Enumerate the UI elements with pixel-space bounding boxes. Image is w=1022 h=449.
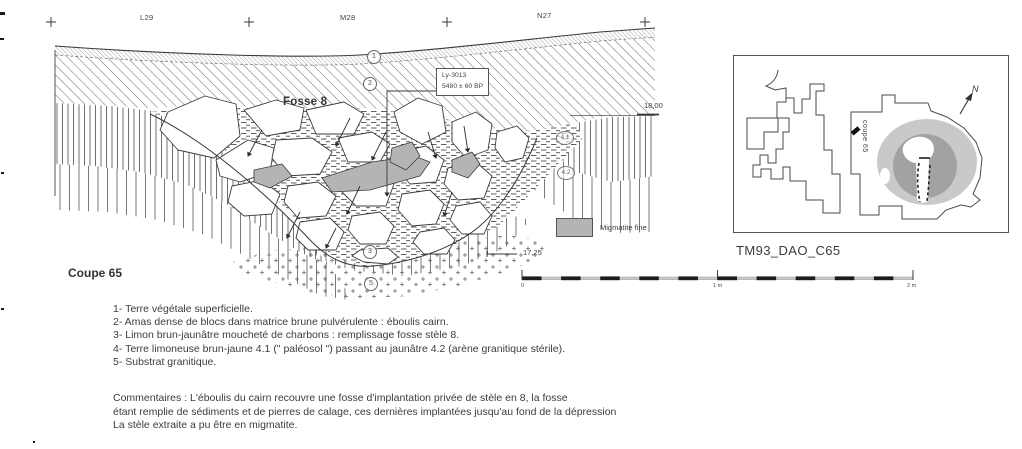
commentary-line-1: Commentaires : L'éboulis du cairn recouvre une fosse d'implantation privée de stèle en 8, la fosse — [113, 392, 568, 404]
layer-description-list — [113, 303, 565, 369]
legend-swatch-migmatite — [556, 218, 593, 237]
inset-coupe-65-label: coupe 65 — [861, 120, 868, 153]
layer-marker-1: 1 — [367, 50, 381, 64]
scale-label-2m: 2 m — [907, 283, 917, 289]
commentary-block — [113, 392, 616, 433]
grid-label-L29: L29 — [140, 13, 154, 22]
fosse-8-label: Fosse 8 — [283, 96, 328, 108]
layer-marker-2: 2 — [363, 77, 377, 91]
layer-description-4: 4- Terre limoneuse brun-jaune 4.1 (" paléosol ") passant au jaunâtre 4.2 (arène granitique stérile). — [113, 342, 566, 355]
layer-marker-3: 3 — [363, 245, 377, 259]
layer-description-1: 1- Terre végétale superficielle. — [113, 303, 253, 315]
layer-marker-5: 5 — [364, 277, 378, 291]
north-label: N — [972, 84, 979, 94]
commentary-line-2: étant remplie de sédiments et de pierres de calage, ces dernières implantées jusqu'au fond de la dépression — [113, 405, 617, 418]
trench-outline-west — [747, 70, 840, 213]
archaeological-section-drawing — [0, 0, 680, 310]
scan-artifact — [1, 308, 4, 310]
commentary-line-3: La stèle extraite a pu être en migmatite. — [113, 419, 298, 431]
north-arrow-icon — [960, 92, 973, 114]
legend-label-migmatite: Migmatite fine — [600, 223, 647, 232]
scan-artifact — [0, 38, 4, 40]
layer-description-2: 2- Amas dense de blocs dans matrice brune pulvérulente : éboulis cairn. — [113, 316, 449, 329]
grid-label-N27: N27 — [537, 11, 552, 20]
scan-artifact — [1, 172, 4, 174]
scale-bar — [516, 266, 922, 292]
coupe-65-section-tick — [851, 126, 861, 135]
scale-label-1m: 1 m — [713, 283, 723, 289]
radiocarbon-lab-code: Ly-3013 — [442, 72, 467, 79]
grid-label-M28: M28 — [340, 13, 356, 22]
elevation-18-00: 18,00 — [644, 101, 663, 110]
scan-artifact — [0, 12, 5, 15]
section-title: Coupe 65 — [68, 266, 123, 280]
radiocarbon-date: 5480 ± 60 BP — [442, 82, 484, 90]
radiocarbon-date-box — [436, 68, 489, 96]
sublayer-marker-4-2: 4.2 — [557, 166, 575, 180]
figure-caption: TM93_DAO_C65 — [736, 243, 841, 258]
layer-description-5: 5- Substrat granitique. — [113, 355, 217, 368]
layer-description-3: 3- Limon brun-jaunâtre moucheté de charbons : remplissage fosse stèle 8. — [113, 329, 460, 342]
scan-artifact — [33, 441, 35, 443]
scale-label-0: 0 — [521, 283, 525, 289]
sublayer-marker-4-1: 4.1 — [556, 131, 574, 145]
cairn-plan — [877, 119, 977, 205]
inset-plan-map — [733, 55, 1009, 233]
elevation-17-25: 17,25 — [523, 248, 542, 257]
